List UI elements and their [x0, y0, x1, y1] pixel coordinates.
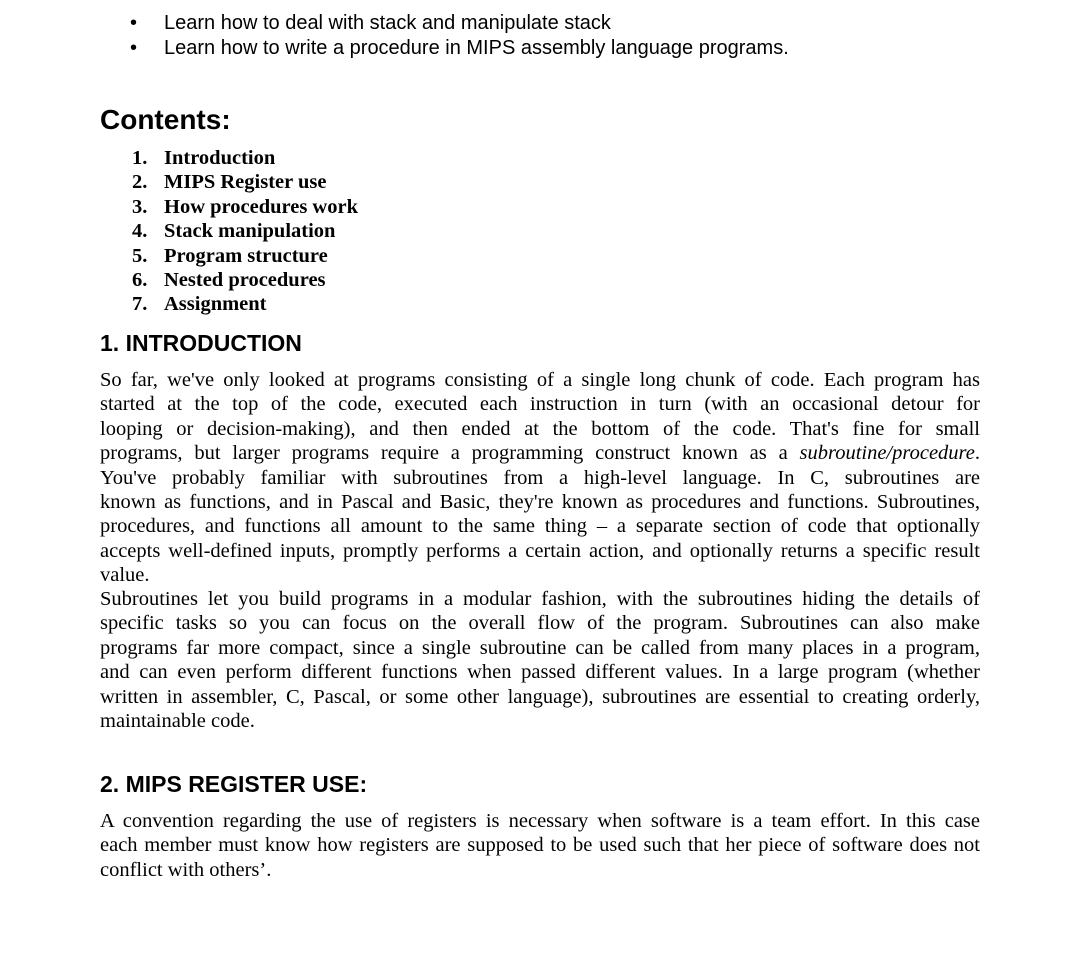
- toc-label: Assignment: [164, 293, 267, 316]
- text-line: Subroutines let you build programs in a modular fashion, with the subroutines hiding the details of: [100, 588, 980, 610]
- toc-number: 2.: [132, 171, 148, 194]
- text-line: A convention regarding the use of registers is necessary when software is a team effort. In this case: [100, 810, 980, 832]
- list-item: [100, 11, 1000, 36]
- bullet-icon: •: [130, 12, 138, 34]
- text-line: each member must know how registers are supposed to be used such that her piece of software does not: [100, 834, 980, 857]
- mips-paragraph: [100, 809, 980, 882]
- toc-label: MIPS Register use: [164, 171, 327, 194]
- text-line: written in assembler, C, Pascal, or some other language), subroutines are essential to creating orderly,: [100, 685, 980, 708]
- toc-number: 7.: [132, 293, 148, 316]
- section-heading-introduction: 1. INTRODUCTION: [100, 330, 302, 356]
- toc-number: 3.: [132, 195, 148, 218]
- objective-text: Learn how to write a procedure in MIPS assembly language programs.: [164, 37, 789, 59]
- text-line: looping or decision-making), and then ended at the bottom of the code. That's fine for small: [100, 417, 980, 440]
- text-line: specific tasks so you can focus on the overall flow of the program. Subroutines can also make: [100, 612, 980, 635]
- intro-paragraph-1: [100, 368, 980, 588]
- text-line: maintainable code.: [100, 710, 255, 733]
- text-line: value.: [100, 564, 150, 587]
- toc-label: Nested procedures: [164, 268, 326, 291]
- objectives-list: [100, 11, 1000, 61]
- text-segment: .: [974, 442, 980, 465]
- toc-number: 4.: [132, 220, 148, 243]
- text-line: and can even perform different functions when passed different values. In a large program (whether: [100, 661, 980, 684]
- text-line: started at the top of the code, executed each instruction in turn (with an occasional detour for: [100, 393, 980, 416]
- text-line: accepts well-defined inputs, promptly performs a certain action, and optionally returns a specific result: [100, 539, 980, 562]
- toc-label: How procedures work: [164, 195, 358, 218]
- contents-title: Contents:: [100, 104, 231, 135]
- text-line: known as functions, and in Pascal and Basic, they're known as procedures and functions. Subroutines,: [100, 491, 980, 514]
- intro-paragraph-2: [100, 587, 980, 733]
- toc-number: 1.: [132, 147, 148, 169]
- toc-number: 5.: [132, 244, 148, 267]
- section-heading-mips-register-use: 2. MIPS REGISTER USE:: [100, 771, 368, 797]
- toc-label: Program structure: [164, 244, 328, 267]
- objective-text: Learn how to deal with stack and manipulate stack: [164, 12, 611, 34]
- toc-label: Stack manipulation: [164, 220, 336, 243]
- italic-term: subroutine/procedure: [799, 442, 975, 465]
- text-line: You've probably familiar with subroutines from a high-level language. In C, subroutines are: [100, 466, 980, 489]
- text-line: programs far more compact, since a single subroutine can be called from many places in a program,: [100, 636, 980, 659]
- text-line: conflict with others’.: [100, 858, 272, 881]
- text-line: So far, we've only looked at programs consisting of a single long chunk of code. Each program has: [100, 369, 980, 391]
- bullet-icon: •: [130, 37, 138, 59]
- toc-label: Introduction: [164, 147, 276, 169]
- text-line: [100, 441, 980, 465]
- text-segment: programs, but larger programs require a programming construct known as a: [100, 442, 788, 465]
- toc-number: 6.: [132, 268, 148, 291]
- list-item: [100, 36, 1000, 61]
- text-line: procedures, and functions all amount to the same thing – a separate section of code that optionally: [100, 515, 980, 538]
